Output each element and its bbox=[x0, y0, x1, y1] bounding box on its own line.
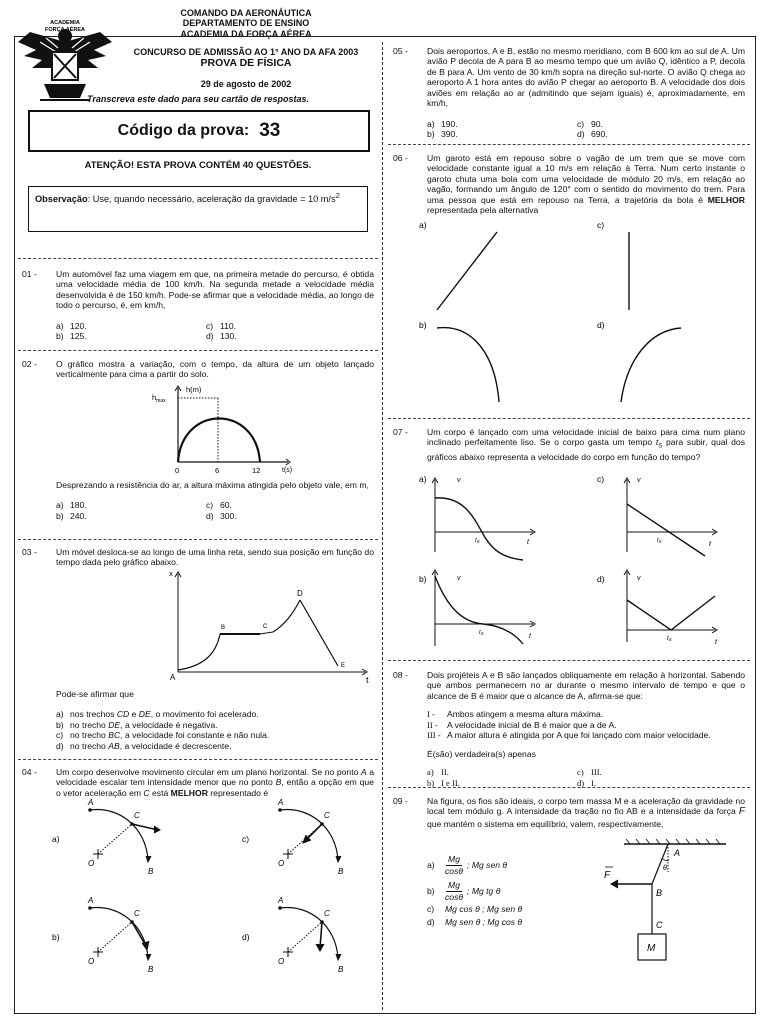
separator bbox=[388, 144, 750, 145]
option-a[interactable]: a) 120. bbox=[56, 320, 87, 331]
question-text-2: Pode-se afirmar que bbox=[56, 689, 134, 699]
option-b[interactable]: b) no trecho DE, a velocidade é negativa. bbox=[56, 719, 218, 730]
question-number: 03 - bbox=[22, 547, 37, 557]
svg-text:O: O bbox=[278, 859, 285, 868]
svg-text:tS: tS bbox=[657, 538, 662, 544]
tick-12: 12 bbox=[252, 466, 261, 475]
svg-text:B: B bbox=[338, 965, 344, 974]
option-a[interactable]: a) nos trechos CD e DE, o movimento foi acelerado. bbox=[56, 709, 259, 720]
option-d[interactable]: d) no trecho AB, a velocidade é decrescente. bbox=[56, 740, 232, 751]
exam-date: 29 de agosto de 2002 bbox=[200, 79, 292, 90]
options-q05 bbox=[427, 119, 745, 140]
point-b: B bbox=[221, 625, 226, 631]
svg-text:v: v bbox=[637, 575, 641, 582]
observation-label: Observação bbox=[35, 194, 88, 205]
svg-text:O: O bbox=[278, 957, 285, 966]
emblem-text-bottom: FORÇA AÉREA bbox=[45, 27, 85, 33]
q06-label-a: a) bbox=[419, 220, 427, 230]
separator bbox=[18, 539, 378, 540]
svg-text:O: O bbox=[88, 957, 95, 966]
svg-text:C: C bbox=[324, 811, 330, 820]
separator bbox=[18, 350, 378, 351]
point-e: E bbox=[341, 663, 346, 669]
statement-1: I - Ambos atingem a mesma altura máxima. bbox=[427, 709, 604, 720]
svg-text:B: B bbox=[148, 965, 154, 974]
q04-option-a-figure bbox=[50, 796, 170, 880]
question-text: O gráfico mostra a variação, com o tempo, da altura de um objeto lançado verticalmente para cima a partir do solo. bbox=[56, 359, 374, 380]
option-b[interactable]: b) 390. bbox=[427, 129, 458, 140]
question-06 bbox=[393, 153, 745, 216]
svg-text:B: B bbox=[148, 867, 154, 876]
option-c[interactable]: c) 110. bbox=[206, 320, 237, 331]
q06-label-d: d) bbox=[597, 320, 605, 330]
option-b[interactable]: b) Mg cosθ ; Mg tg θ bbox=[427, 880, 501, 902]
option-b[interactable]: b) I e II. bbox=[427, 777, 460, 788]
question-number: 09 - bbox=[393, 796, 408, 806]
question-03-continued bbox=[22, 689, 374, 751]
q02-height-time-graph bbox=[148, 384, 298, 476]
option-a[interactable]: a) Mg cosθ ; Mg sen θ bbox=[427, 854, 508, 876]
fig-label-b: B bbox=[656, 888, 663, 898]
question-number: 04 - bbox=[22, 767, 37, 777]
header-line-2: DEPARTAMENTO DE ENSINO bbox=[182, 18, 310, 29]
emblem-text-top: ACADEMIA bbox=[50, 20, 80, 26]
svg-text:C: C bbox=[134, 811, 140, 820]
option-c[interactable]: c) III. bbox=[577, 767, 602, 778]
q09-equilibrium-figure bbox=[600, 838, 730, 966]
question-05 bbox=[393, 46, 745, 140]
tick-0: 0 bbox=[175, 466, 180, 475]
svg-text:tS: tS bbox=[475, 538, 480, 544]
question-09 bbox=[393, 796, 745, 829]
option-d[interactable]: d) 300. bbox=[206, 510, 237, 521]
option-d[interactable]: d) I. bbox=[577, 777, 597, 788]
separator bbox=[388, 660, 750, 661]
exam-code-number: 33 bbox=[259, 120, 281, 142]
statement-3: III - A maior altura é atingida por A que foi lançado com maior velocidade. bbox=[427, 730, 711, 741]
svg-text:v: v bbox=[457, 477, 461, 484]
fig-label-f: F bbox=[604, 870, 611, 881]
question-07 bbox=[393, 427, 745, 462]
fig-label-a: A bbox=[674, 848, 681, 858]
svg-text:t: t bbox=[709, 541, 711, 548]
hmax-label: $h_{max}$ bbox=[152, 393, 166, 404]
axis-label-x: t bbox=[366, 675, 369, 685]
svg-text:d): d) bbox=[597, 574, 605, 584]
option-d[interactable]: d) Mg sen θ ; Mg cos θ bbox=[427, 917, 523, 927]
svg-text:A: A bbox=[88, 896, 94, 905]
q04-option-b-figure bbox=[50, 894, 170, 978]
svg-text:tS: tS bbox=[667, 636, 672, 642]
svg-text:C: C bbox=[134, 909, 140, 918]
point-c: C bbox=[263, 624, 268, 630]
question-text-2: Desprezando a resistência do ar, a altura máxima atingida pelo objeto vale, em m, bbox=[56, 480, 369, 490]
question-04 bbox=[22, 767, 374, 798]
question-number: 06 - bbox=[393, 153, 408, 163]
observation-text: : Use, quando necessário, aceleração da gravidade = 10 m/s bbox=[87, 194, 336, 205]
separator bbox=[388, 787, 750, 788]
options-q01 bbox=[56, 321, 374, 342]
svg-text:v: v bbox=[637, 477, 641, 484]
header-line-1: COMANDO DA AERONÁUTICA bbox=[180, 8, 312, 18]
svg-text:t: t bbox=[715, 639, 717, 646]
question-01 bbox=[22, 269, 374, 342]
question-text: Um automóvel faz uma viagem em que, na primeira metade do percurso, é obtida uma velocidade média de 100 km/h. Na segunda metade a velocidade média desenvolvida é de 150 km/h. Pode-se afirmar que a velocidade média, ao longo de todo o percurso, é, em km/h, bbox=[56, 269, 374, 311]
point-a: A bbox=[170, 673, 176, 682]
q08-statements bbox=[427, 709, 745, 740]
options-q03 bbox=[56, 709, 374, 751]
option-b[interactable]: b) 125. bbox=[56, 331, 87, 342]
svg-text:A: A bbox=[88, 798, 94, 807]
options-q08 bbox=[427, 767, 745, 788]
option-c[interactable]: c) Mg cos θ ; Mg sen θ bbox=[427, 904, 523, 914]
attention-notice: ATENÇÃO! ESTA PROVA CONTÉM 40 QUESTÕES. bbox=[84, 160, 312, 171]
svg-text:tS: tS bbox=[479, 630, 484, 636]
option-c[interactable]: c) no trecho BC, a velocidade foi constante e não nula. bbox=[56, 730, 270, 741]
svg-text:A: A bbox=[278, 896, 284, 905]
exam-code-box bbox=[28, 110, 370, 152]
header-line-5: PROVA DE FÍSICA bbox=[200, 57, 292, 70]
question-text: Na figura, os fios são ideais, o corpo tem massa M e a aceleração da gravidade no local tem módulo g. A intensidade da tração no fio AB e a intensidade da força F que mantém o sistema em equilíbrio, valem, respectivamente, bbox=[427, 796, 745, 829]
question-number: 05 - bbox=[393, 46, 408, 56]
question-text: Um móvel desloca-se ao longo de uma linha reta, sendo sua posição em função do tempo dada pelo gráfico abaixo. bbox=[56, 547, 374, 568]
svg-text:d): d) bbox=[242, 932, 250, 942]
column-divider bbox=[382, 42, 383, 1010]
option-d[interactable]: d) 690. bbox=[577, 129, 608, 140]
svg-text:B: B bbox=[338, 867, 344, 876]
question-text: Dois projéteis A e B são lançados obliquamente em relação à horizontal. Sabendo que ambos permanecem no ar durante o mesmo intervalo de tempo e que o alcance de B é maior que o alcance de A, afirma-se que: bbox=[427, 670, 745, 701]
option-a[interactable]: a) 190. bbox=[427, 118, 458, 129]
question-text: Um corpo é lançado com uma velocidade inicial de baixo para cima num plano inclinado perfeitamente liso. Se o corpo gasta um tempo $t_S$ para subir, qual dos gráficos abaixo representa a velocidade do corpo em função do tempo? bbox=[427, 427, 746, 462]
tick-6: 6 bbox=[215, 466, 220, 475]
option-c[interactable]: c) 90. bbox=[577, 118, 603, 129]
question-text: Dois aeroportos, A e B, estão no mesmo meridiano, com B 600 km ao sul de A. Um avião P decola de A para B ao mesmo tempo que um avião Q, idêntico a P, decola de B para A. Um vento de 30 km/h sopra na direção sul-norte. O avião Q chega ao aeroporto A 1 hora antes do avião P chegar ao aeroporto B. A velocidade dos dois aviões em relação ao ar (admitindo que sejam iguais) é, aproximadamente, em km/h, bbox=[427, 46, 745, 109]
observation-sup: 2 bbox=[335, 191, 340, 200]
q08-question: É(são) verdadeira(s) apenas bbox=[427, 748, 536, 759]
svg-text:b): b) bbox=[52, 932, 60, 942]
question-number: 07 - bbox=[393, 427, 408, 437]
options-q09 bbox=[427, 852, 597, 930]
separator bbox=[18, 258, 378, 259]
statement-2: II - A velocidade inicial de B é maior que a de A. bbox=[427, 719, 617, 730]
fig-label-c: C bbox=[656, 920, 663, 930]
question-08 bbox=[393, 670, 745, 788]
axis-label-y: x bbox=[169, 569, 173, 578]
question-03 bbox=[22, 547, 374, 568]
svg-text:t: t bbox=[527, 539, 529, 546]
svg-text:C: C bbox=[324, 909, 330, 918]
option-b[interactable]: b) 240. bbox=[56, 510, 87, 521]
observation-box bbox=[28, 186, 368, 232]
fig-label-m: M bbox=[647, 943, 656, 954]
fig-label-theta: θ bbox=[663, 865, 667, 872]
option-a[interactable]: a) II. bbox=[427, 767, 449, 778]
svg-text:a): a) bbox=[419, 474, 427, 484]
q07-velocity-graphs bbox=[415, 472, 745, 652]
transcreva-note: Transcreva este dado para seu cartão de respostas. bbox=[87, 94, 309, 104]
axis-label-y: h(m) bbox=[186, 385, 202, 394]
q06-label-c: c) bbox=[597, 220, 605, 230]
q04-option-c-figure bbox=[240, 796, 360, 880]
question-number: 01 - bbox=[22, 269, 37, 279]
exam-header bbox=[118, 8, 374, 90]
svg-text:b): b) bbox=[419, 574, 427, 584]
question-text: Um corpo desenvolve movimento circular em um plano horizontal. Se no ponto A a velocidade escalar tem intensidade menor que no ponto B, então a opção em que o vetor aceleração em C está MELHOR representado é bbox=[56, 767, 374, 798]
exam-code-label: Código da prova: bbox=[117, 122, 250, 140]
option-c[interactable]: c) 60. bbox=[206, 500, 232, 511]
axis-label-x: t(s) bbox=[282, 467, 293, 474]
svg-text:v: v bbox=[457, 575, 461, 582]
q04-option-d-figure bbox=[240, 894, 360, 978]
svg-text:a): a) bbox=[52, 834, 60, 844]
q06-trajectory-options bbox=[415, 218, 745, 408]
svg-text:A: A bbox=[278, 798, 284, 807]
question-02-continued bbox=[22, 480, 374, 521]
option-d[interactable]: d) 130. bbox=[206, 331, 237, 342]
option-a[interactable]: a) 180. bbox=[56, 500, 87, 511]
question-number: 02 - bbox=[22, 359, 37, 369]
question-02 bbox=[22, 359, 374, 380]
options-q02 bbox=[56, 500, 374, 521]
svg-text:t: t bbox=[529, 633, 531, 640]
question-number: 08 - bbox=[393, 670, 408, 680]
header-line-4: CONCURSO DE ADMISSÃO AO 1° ANO DA AFA 2003 bbox=[133, 47, 359, 58]
point-d: D bbox=[297, 589, 303, 598]
svg-text:c): c) bbox=[597, 474, 605, 484]
header-line-3: ACADEMIA DA FORÇA AÉREA bbox=[180, 28, 312, 39]
q06-label-b: b) bbox=[419, 320, 427, 330]
svg-text:O: O bbox=[88, 859, 95, 868]
svg-text:c): c) bbox=[242, 834, 250, 844]
question-text: Um garoto está em repouso sobre o vagão de um trem que se move com velocidade constante igual a 10 m/s em relação à Terra. Num certo instante o garoto chuta uma bola com uma velocidade de módulo 20 m/s, em relação ao vagão, formando um ângulo de 120° com o sentido do movimento do trem. Para uma pessoa que está em repouso na Terra, a trajetória da bola é MELHOR representada pela alternativa bbox=[427, 153, 745, 216]
separator bbox=[388, 418, 750, 419]
q03-position-time-graph bbox=[160, 568, 375, 686]
separator bbox=[18, 759, 378, 760]
